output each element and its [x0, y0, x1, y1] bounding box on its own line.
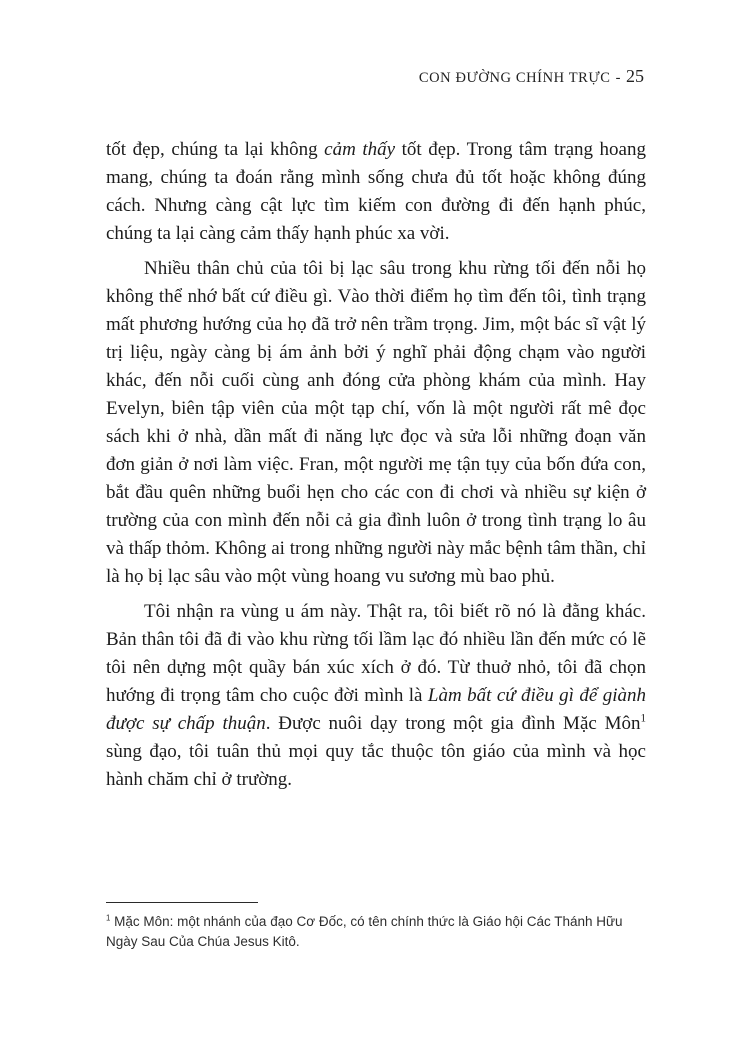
italic-text-segment: cảm thấy: [324, 139, 396, 160]
text-segment: sùng đạo, tôi tuân thủ mọi quy tắc thuộc tôn giáo của mình và học hành chăm chỉ ở trường.: [106, 741, 646, 790]
footnote-rule: [106, 902, 258, 903]
footnote-marker: 1: [106, 913, 111, 923]
running-header-title: CON ĐƯỜNG CHÍNH TRỰC: [418, 70, 611, 86]
footnote-reference: 1: [640, 712, 646, 725]
body-text: [106, 136, 646, 801]
page-number: 25: [626, 66, 644, 86]
text-segment: Nhiều thân chủ của tôi bị lạc sâu trong khu rừng tối đến nỗi họ không thể nhớ bất cứ điều gì. Vào thời điểm họ tìm đến tôi, tình trạng mất phương hướng của họ đã trở nên trầm trọng. Jim, một bác sĩ vật lý trị liệu, ngày càng bị ám ảnh bởi ý nghĩ phải động chạm vào người khác, đến nỗi cuối cùng anh đóng cửa phòng khám của mình. Hay Evelyn, biên tập viên của một tạp chí, vốn là một người rất mê đọc sách khi ở nhà, dần mất đi năng lực đọc và sửa lỗi những đoạn văn đơn giản ở nơi làm việc. Fran, một người mẹ tận tụy của bốn đứa con, bắt đầu quên những buổi hẹn cho các con đi chơi và nhiều sự kiện ở trường của con mình đến nỗi cả gia đình luôn ở trong tình trạng lo âu và thấp thỏm. Không ai trong những người này mắc bệnh tâm thần, chỉ là họ bị lạc sâu vào một vùng hoang vu sương mù bao phủ.: [106, 258, 646, 587]
text-segment: Tôi nhận ra vùng u ám này. Thật ra, tôi biết rõ nó là đằng khác. Bản thân tôi đã đi vào khu rừng tối lầm lạc đó nhiều lần đến mức có lẽ tôi nên dựng một quầy bán xúc xích ở đó. Từ thuở nhỏ, tôi đã chọn hướng đi trọng tâm cho cuộc đời mình là: [106, 601, 646, 706]
text-segment: tốt đẹp, chúng ta lại không: [106, 139, 325, 160]
paragraph: [106, 255, 646, 591]
running-header-separator: -: [615, 70, 621, 86]
italic-text-segment: Làm bất cứ điều gì để giành được sự chấp thuận: [106, 685, 646, 734]
text-segment: . Được nuôi dạy trong một gia đình Mặc Môn: [265, 713, 641, 734]
text-segment: tốt đẹp. Trong tâm trạng hoang mang, chúng ta đoán rằng mình sống chưa đủ tốt hoặc không đúng cách. Nhưng càng cật lực tìm kiếm con đường đi đến hạnh phúc, chúng ta lại càng cảm thấy hạnh phúc xa vời.: [106, 139, 646, 244]
paragraph: [106, 598, 646, 794]
paragraph: [106, 136, 646, 248]
footnote-body: Mặc Môn: một nhánh của đạo Cơ Đốc, có tên chính thức là Giáo hội Các Thánh Hữu Ngày Sau Của Chúa Jesus Kitô.: [106, 914, 623, 949]
running-header: [419, 66, 644, 87]
footnote: [106, 902, 651, 952]
footnote-text: [106, 912, 651, 952]
